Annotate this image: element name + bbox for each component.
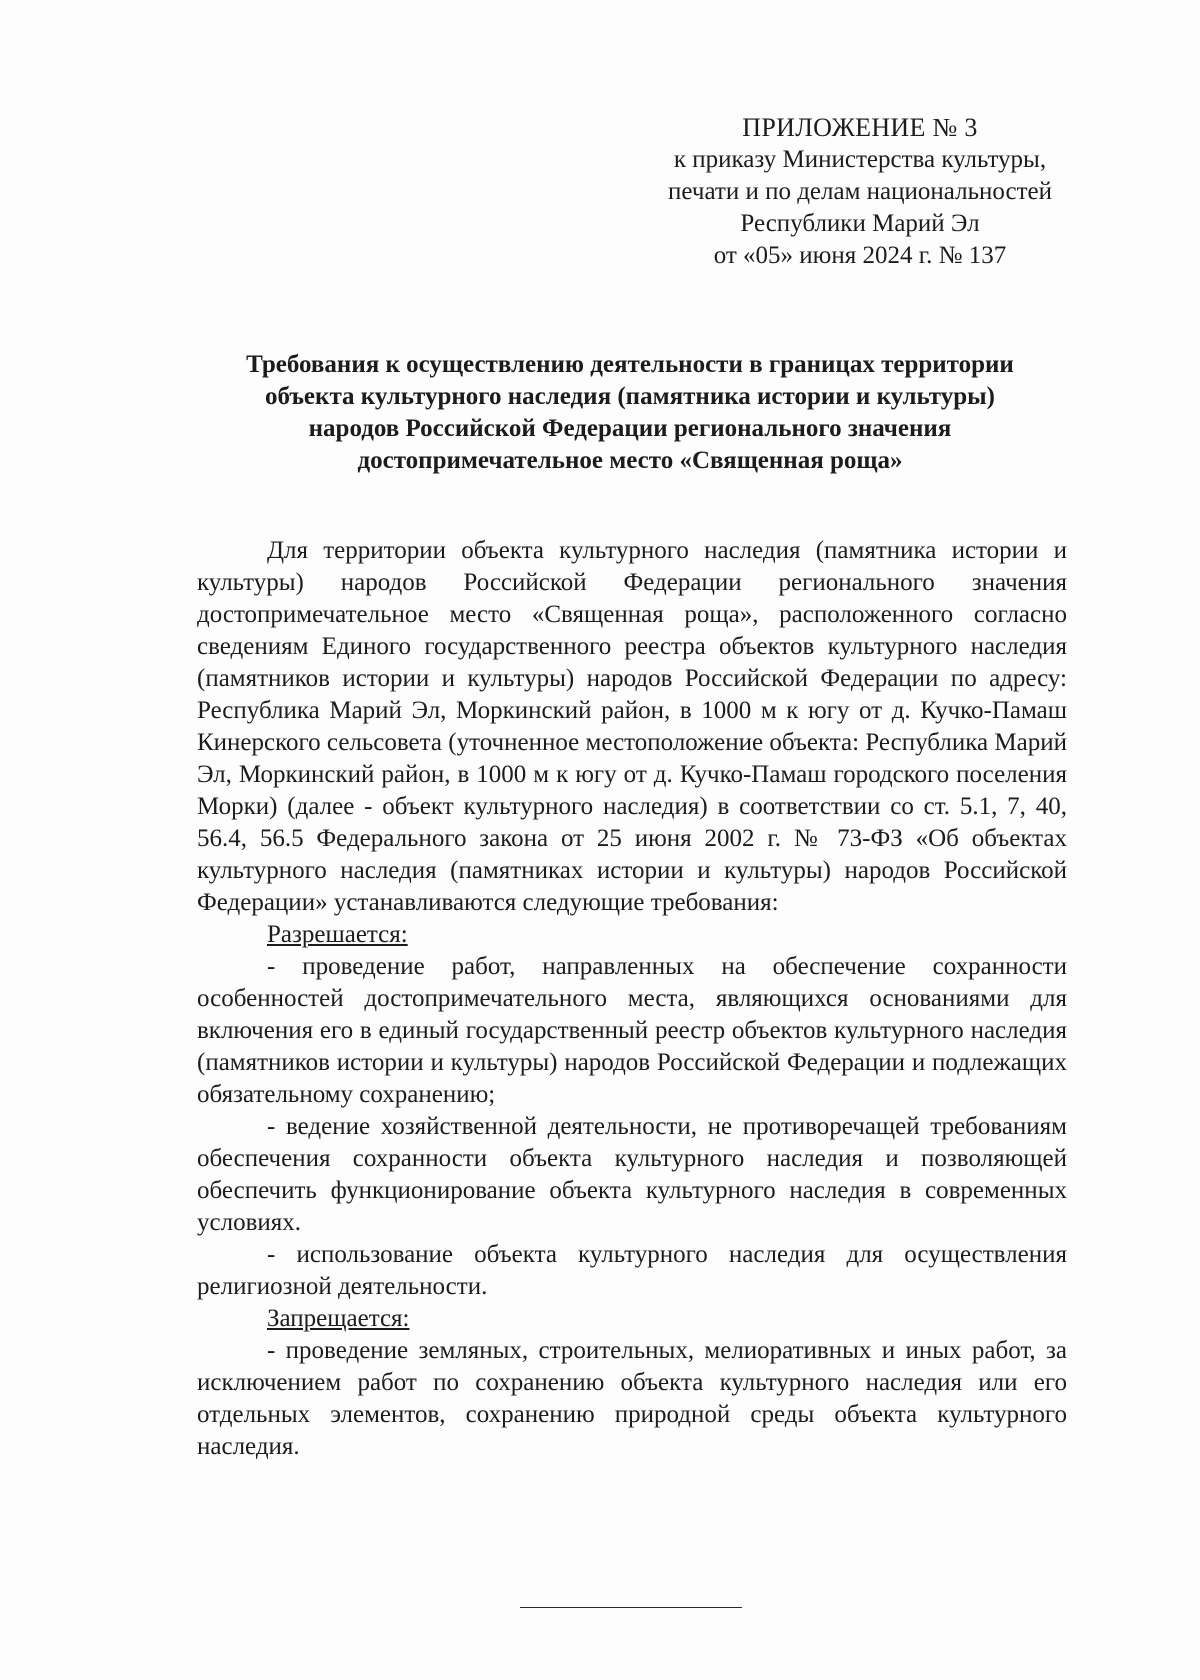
end-separator-line	[520, 1607, 742, 1608]
document-title	[170, 349, 1090, 477]
appendix-title: ПРИЛОЖЕНИЕ № 3	[742, 113, 978, 142]
title-line: Требования к осуществлению деятельности в границах территории	[246, 351, 1014, 378]
allowed-heading: Разрешается:	[267, 921, 408, 948]
title-line: достопримечательное место «Священная роща»	[357, 447, 903, 474]
appendix-line: печати и по делам национальностей	[668, 178, 1052, 205]
allowed-item: - проведение работ, направленных на обеспечение сохранности особенностей достопримечательного места, являющихся основаниями для включения его в единый государственный реестр объектов культурного наследия (памятников истории и культуры) народов Российской Федерации и подлежащих обязательному сохранению;	[197, 953, 1067, 1108]
forbidden-item: - проведение земляных, строительных, мелиоративных и иных работ, за исключением работ по сохранению объекта культурного наследия или его отдельных элементов, сохранению природной среды объекта культурного наследия.	[197, 1337, 1067, 1460]
appendix-order-date: от «05» июня 2024 г. № 137	[713, 242, 1007, 269]
appendix-line: к приказу Министерства культуры,	[673, 146, 1047, 173]
allowed-item: - ведение хозяйственной деятельности, не противоречащей требованиям обеспечения сохранности объекта культурного наследия и позволяющей обеспечить функционирование объекта культурного наследия в современных условиях.	[197, 1113, 1067, 1236]
document-body	[197, 535, 1067, 1463]
appendix-header	[620, 112, 1100, 272]
title-line: объекта культурного наследия (памятника истории и культуры)	[264, 383, 995, 410]
title-line: народов Российской Федерации регионального значения	[308, 415, 952, 442]
intro-paragraph: Для территории объекта культурного наследия (памятника истории и культуры) народов Российской Федерации регионального значения достопримечательное место «Священная роща», расположенного согласно сведениям Единого государственного реестра объектов культурного наследия (памятников истории и культуры) народов Российской Федерации по адресу: Республика Марий Эл, Моркинский район, в 1000 м к югу от д. Кучко-Памаш Кинерского сельсовета (уточненное местоположение объекта: Республика Марий Эл, Моркинский район, в 1000 м к югу от д. Кучко-Памаш городского поселения Морки) (далее - объект культурного наследия) в соответствии со ст. 5.1, 7, 40, 56.4, 56.5 Федерального закона от 25 июня 2002 г. № 73-ФЗ «Об объектах культурного наследия (памятниках истории и культуры) народов Российской Федерации» устанавливаются следующие требования:	[197, 537, 1067, 916]
forbidden-heading: Запрещается:	[267, 1305, 410, 1332]
allowed-item: - использование объекта культурного наследия для осуществления религиозной деятельности.	[197, 1241, 1067, 1300]
appendix-line: Республики Марий Эл	[740, 210, 980, 237]
